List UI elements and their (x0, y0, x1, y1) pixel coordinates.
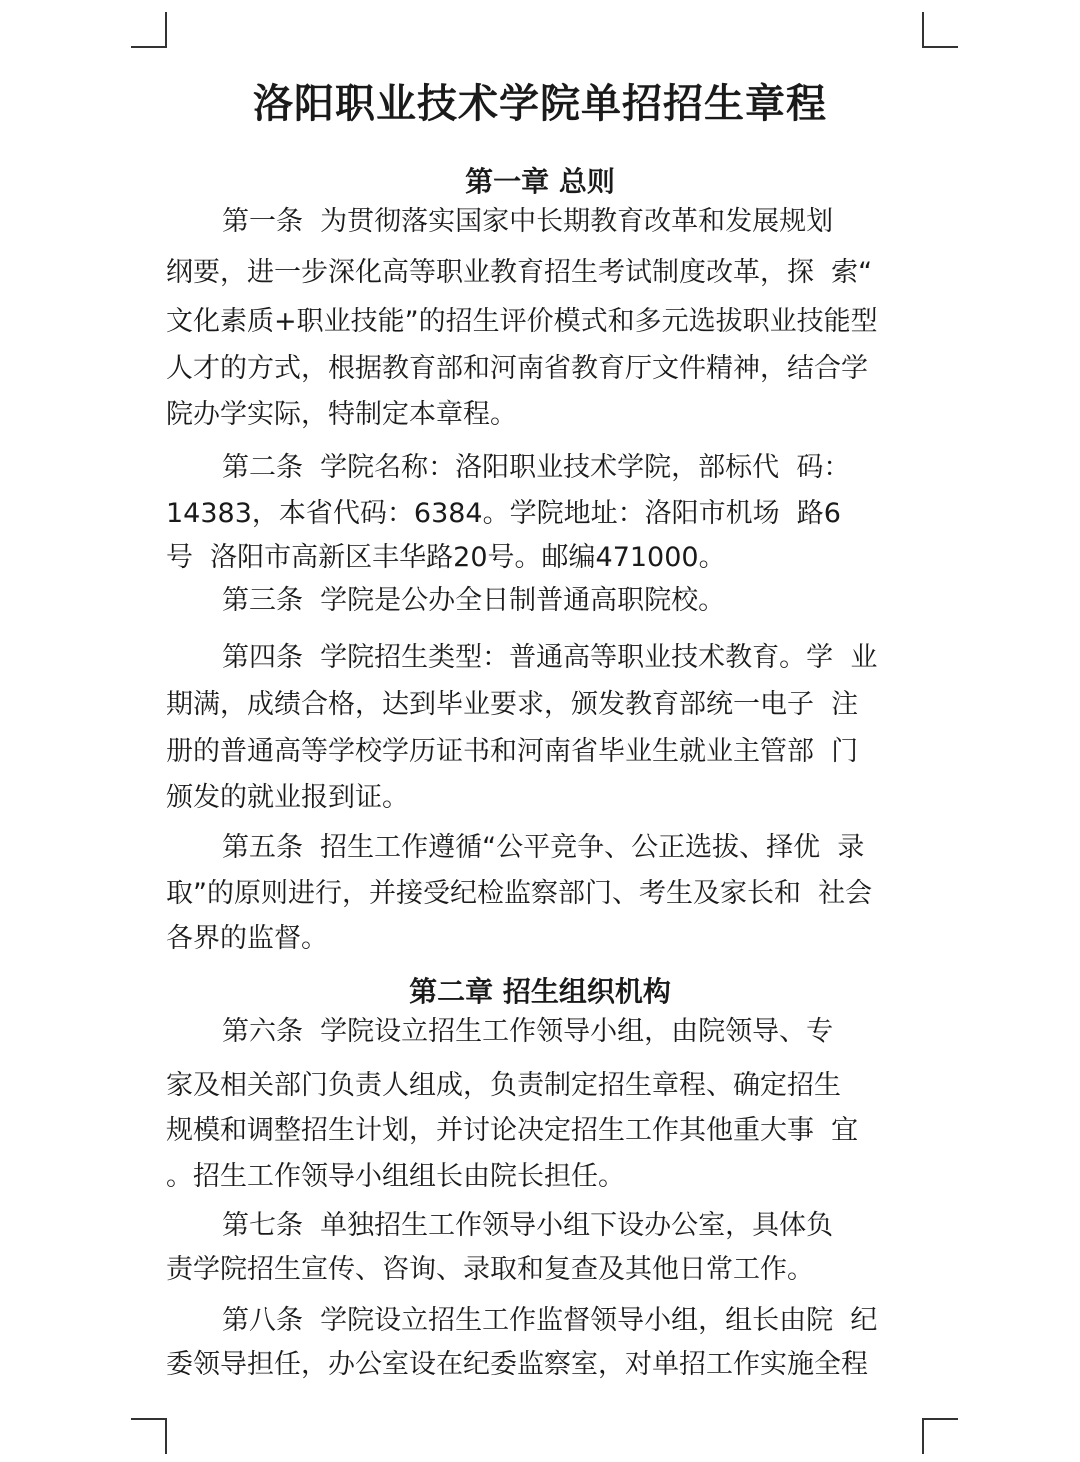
text-line: 规模和调整招生计划，并讨论决定招生工作其他重大事 宜 (166, 1115, 859, 1146)
text-line: 第六条 学院设立招生工作领导小组，由院领导、专 (222, 1016, 834, 1047)
crop-mark-bottom-right (922, 1418, 958, 1454)
text-line: 第三条 学院是公办全日制普通高职院校。 (222, 585, 726, 616)
text-line: 委领导担任，办公室设在纪委监察室，对单招工作实施全程 (166, 1349, 868, 1380)
text-line: 家及相关部门负责人组成，负责制定招生章程、确定招生 (166, 1070, 841, 1101)
text-line: 第一条 为贯彻落实国家中长期教育改革和发展规划 (222, 206, 834, 237)
document-title: 洛阳职业技术学院单招招生章程 (253, 81, 827, 127)
crop-mark-top-left (131, 12, 167, 48)
text-line: 14383，本省代码：6384。学院地址：洛阳市机场 路6 (166, 498, 841, 529)
chapter-heading: 第二章 招生组织机构 (409, 975, 671, 1008)
text-line: 。招生工作领导小组组长由院长担任。 (166, 1161, 625, 1192)
text-line: 期满，成绩合格，达到毕业要求，颁发教育部统一电子 注 (166, 689, 859, 720)
text-line: 第八条 学院设立招生工作监督领导小组，组长由院 纪 (222, 1305, 878, 1336)
text-line: 第五条 招生工作遵循“公平竞争、公正选拔、择优 录 (222, 832, 865, 863)
text-line: 颁发的就业报到证。 (166, 782, 409, 813)
text-line: 人才的方式，根据教育部和河南省教育厅文件精神，结合学 (166, 353, 868, 384)
text-line: 取”的原则进行，并接受纪检监察部门、考生及家长和 社会 (166, 878, 873, 909)
text-line: 第七条 单独招生工作领导小组下设办公室，具体负 (222, 1210, 834, 1241)
text-line: 号 洛阳市高新区丰华路20号。邮编471000。 (166, 542, 726, 573)
crop-mark-top-right (922, 12, 958, 48)
text-line: 第四条 学院招生类型：普通高等职业技术教育。学 业 (222, 642, 878, 673)
text-line: 册的普通高等学校学历证书和河南省毕业生就业主管部 门 (166, 736, 859, 767)
text-line: 文化素质+职业技能”的招生评价模式和多元选拔职业技能型 (166, 306, 878, 337)
text-line: 纲要，进一步深化高等职业教育招生考试制度改革，探 索“ (166, 257, 873, 288)
chapter-heading: 第一章 总则 (465, 165, 615, 198)
text-line: 院办学实际，特制定本章程。 (166, 399, 517, 430)
text-line: 第二条 学院名称：洛阳职业技术学院，部标代 码： (222, 452, 851, 483)
crop-mark-bottom-left (131, 1418, 167, 1454)
text-line: 各界的监督。 (166, 923, 328, 954)
text-line: 责学院招生宣传、咨询、录取和复查及其他日常工作。 (166, 1254, 814, 1285)
